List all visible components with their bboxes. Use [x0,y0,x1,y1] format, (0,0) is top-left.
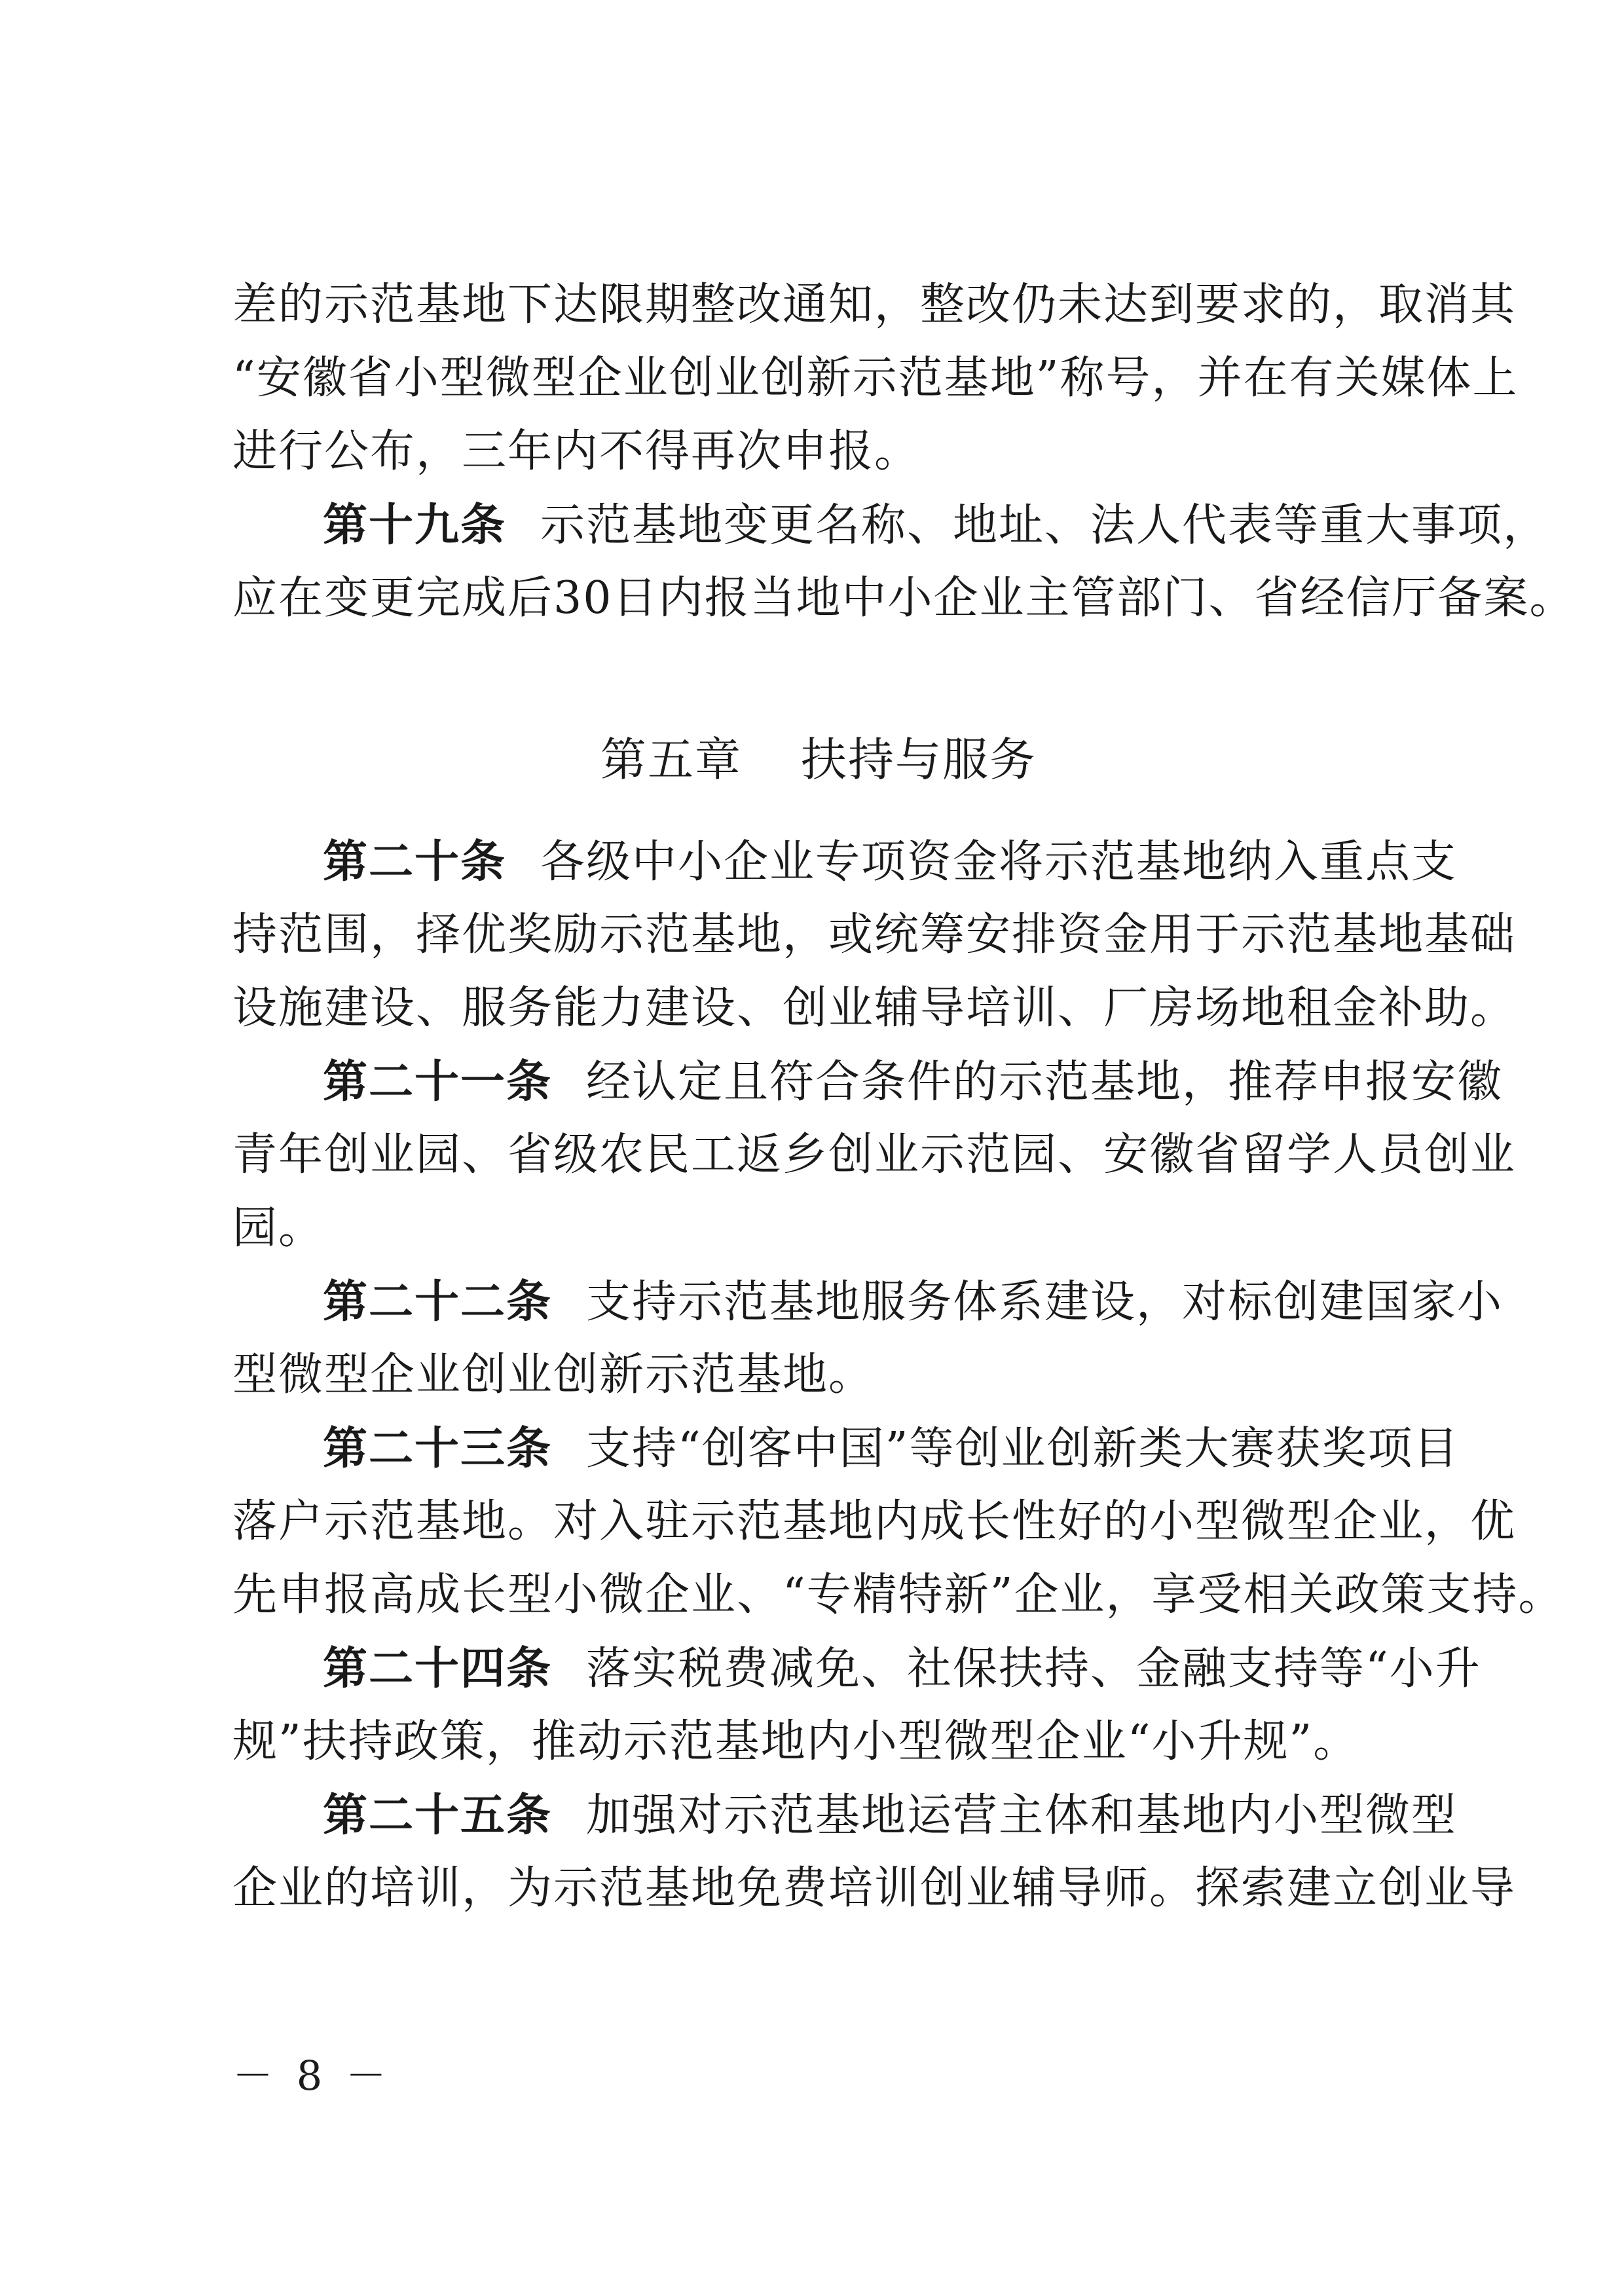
text-line: 示范基地变更名称、地址、法人代表等重大事项， [540,500,1549,551]
text-line: 加强对示范基地运营主体和基地内小型微型 [586,1790,1458,1842]
article-22 [232,1265,1504,1412]
text-line: 园。 [232,1202,325,1254]
text-line: 差的示范基地下达限期整改通知，整改仍未达到要求的，取消其 [232,279,1517,331]
article-title: 第二十三条 [323,1422,553,1475]
article-21 [232,1045,1517,1265]
text-line: “安徽省小型微型企业创业创新示范基地”称号，并在有关媒体上 [232,352,1519,404]
page-number: － 8 － [232,2052,392,2100]
text-line: 企业的培训，为示范基地免费培训创业辅导师。探索建立创业导 [232,1862,1517,1914]
text-line: 落户示范基地。对入驻示范基地内成长性好的小型微型企业，优 [232,1496,1517,1547]
chapter-title: 扶持与服务 [801,733,1037,787]
article-title: 第二十条 [323,836,507,888]
text-line: 青年创业园、省级农民工返乡创业示范园、安徽省留学人员创业 [232,1129,1517,1181]
text-line: 应在变更完成后30日内报当地中小企业主管部门、省经信厅备案。 [232,572,1576,624]
text-line: 经认定且符合条件的示范基地，推荐申报安徽 [586,1056,1504,1108]
article-23 [232,1412,1564,1632]
text-line: 型微型企业创业创新示范基地。 [232,1349,875,1401]
text-line: 先申报高成长型小微企业、“专精特新”企业，享受相关政策支持。 [232,1569,1564,1621]
article-title: 第十九条 [323,499,507,551]
text-line: 各级中小企业专项资金将示范基地纳入重点支 [540,836,1458,888]
document-body [232,268,1576,1925]
text-line: 持范围，择优奖励示范基地，或统筹安排资金用于示范基地基础 [232,909,1517,961]
text-line: 进行公布，三年内不得再次申报。 [232,426,921,477]
text-line: 支持“创客中国”等创业创新类大赛获奖项目 [586,1423,1460,1475]
article-title: 第二十五条 [323,1789,553,1842]
text-line: 设施建设、服务能力建设、创业辅导培训、厂房场地租金补助。 [232,982,1517,1034]
text-line: 规”扶持政策，推动示范基地内小型微型企业“小升规”。 [232,1716,1359,1768]
chapter-heading [232,720,1405,799]
article-title: 第二十二条 [323,1276,553,1328]
article-title: 第二十四条 [323,1642,553,1695]
article-20 [232,825,1517,1045]
continued-paragraph [232,268,1519,489]
article-19 [232,489,1576,635]
text-line: 落实税费减免、社保扶持、金融支持等“小升 [586,1643,1481,1695]
article-25 [232,1779,1517,1925]
chapter-number: 第五章 [600,733,742,787]
text-line: 支持示范基地服务体系建设，对标创建国家小 [586,1276,1504,1328]
article-title: 第二十一条 [323,1056,553,1108]
article-24 [232,1632,1481,1779]
